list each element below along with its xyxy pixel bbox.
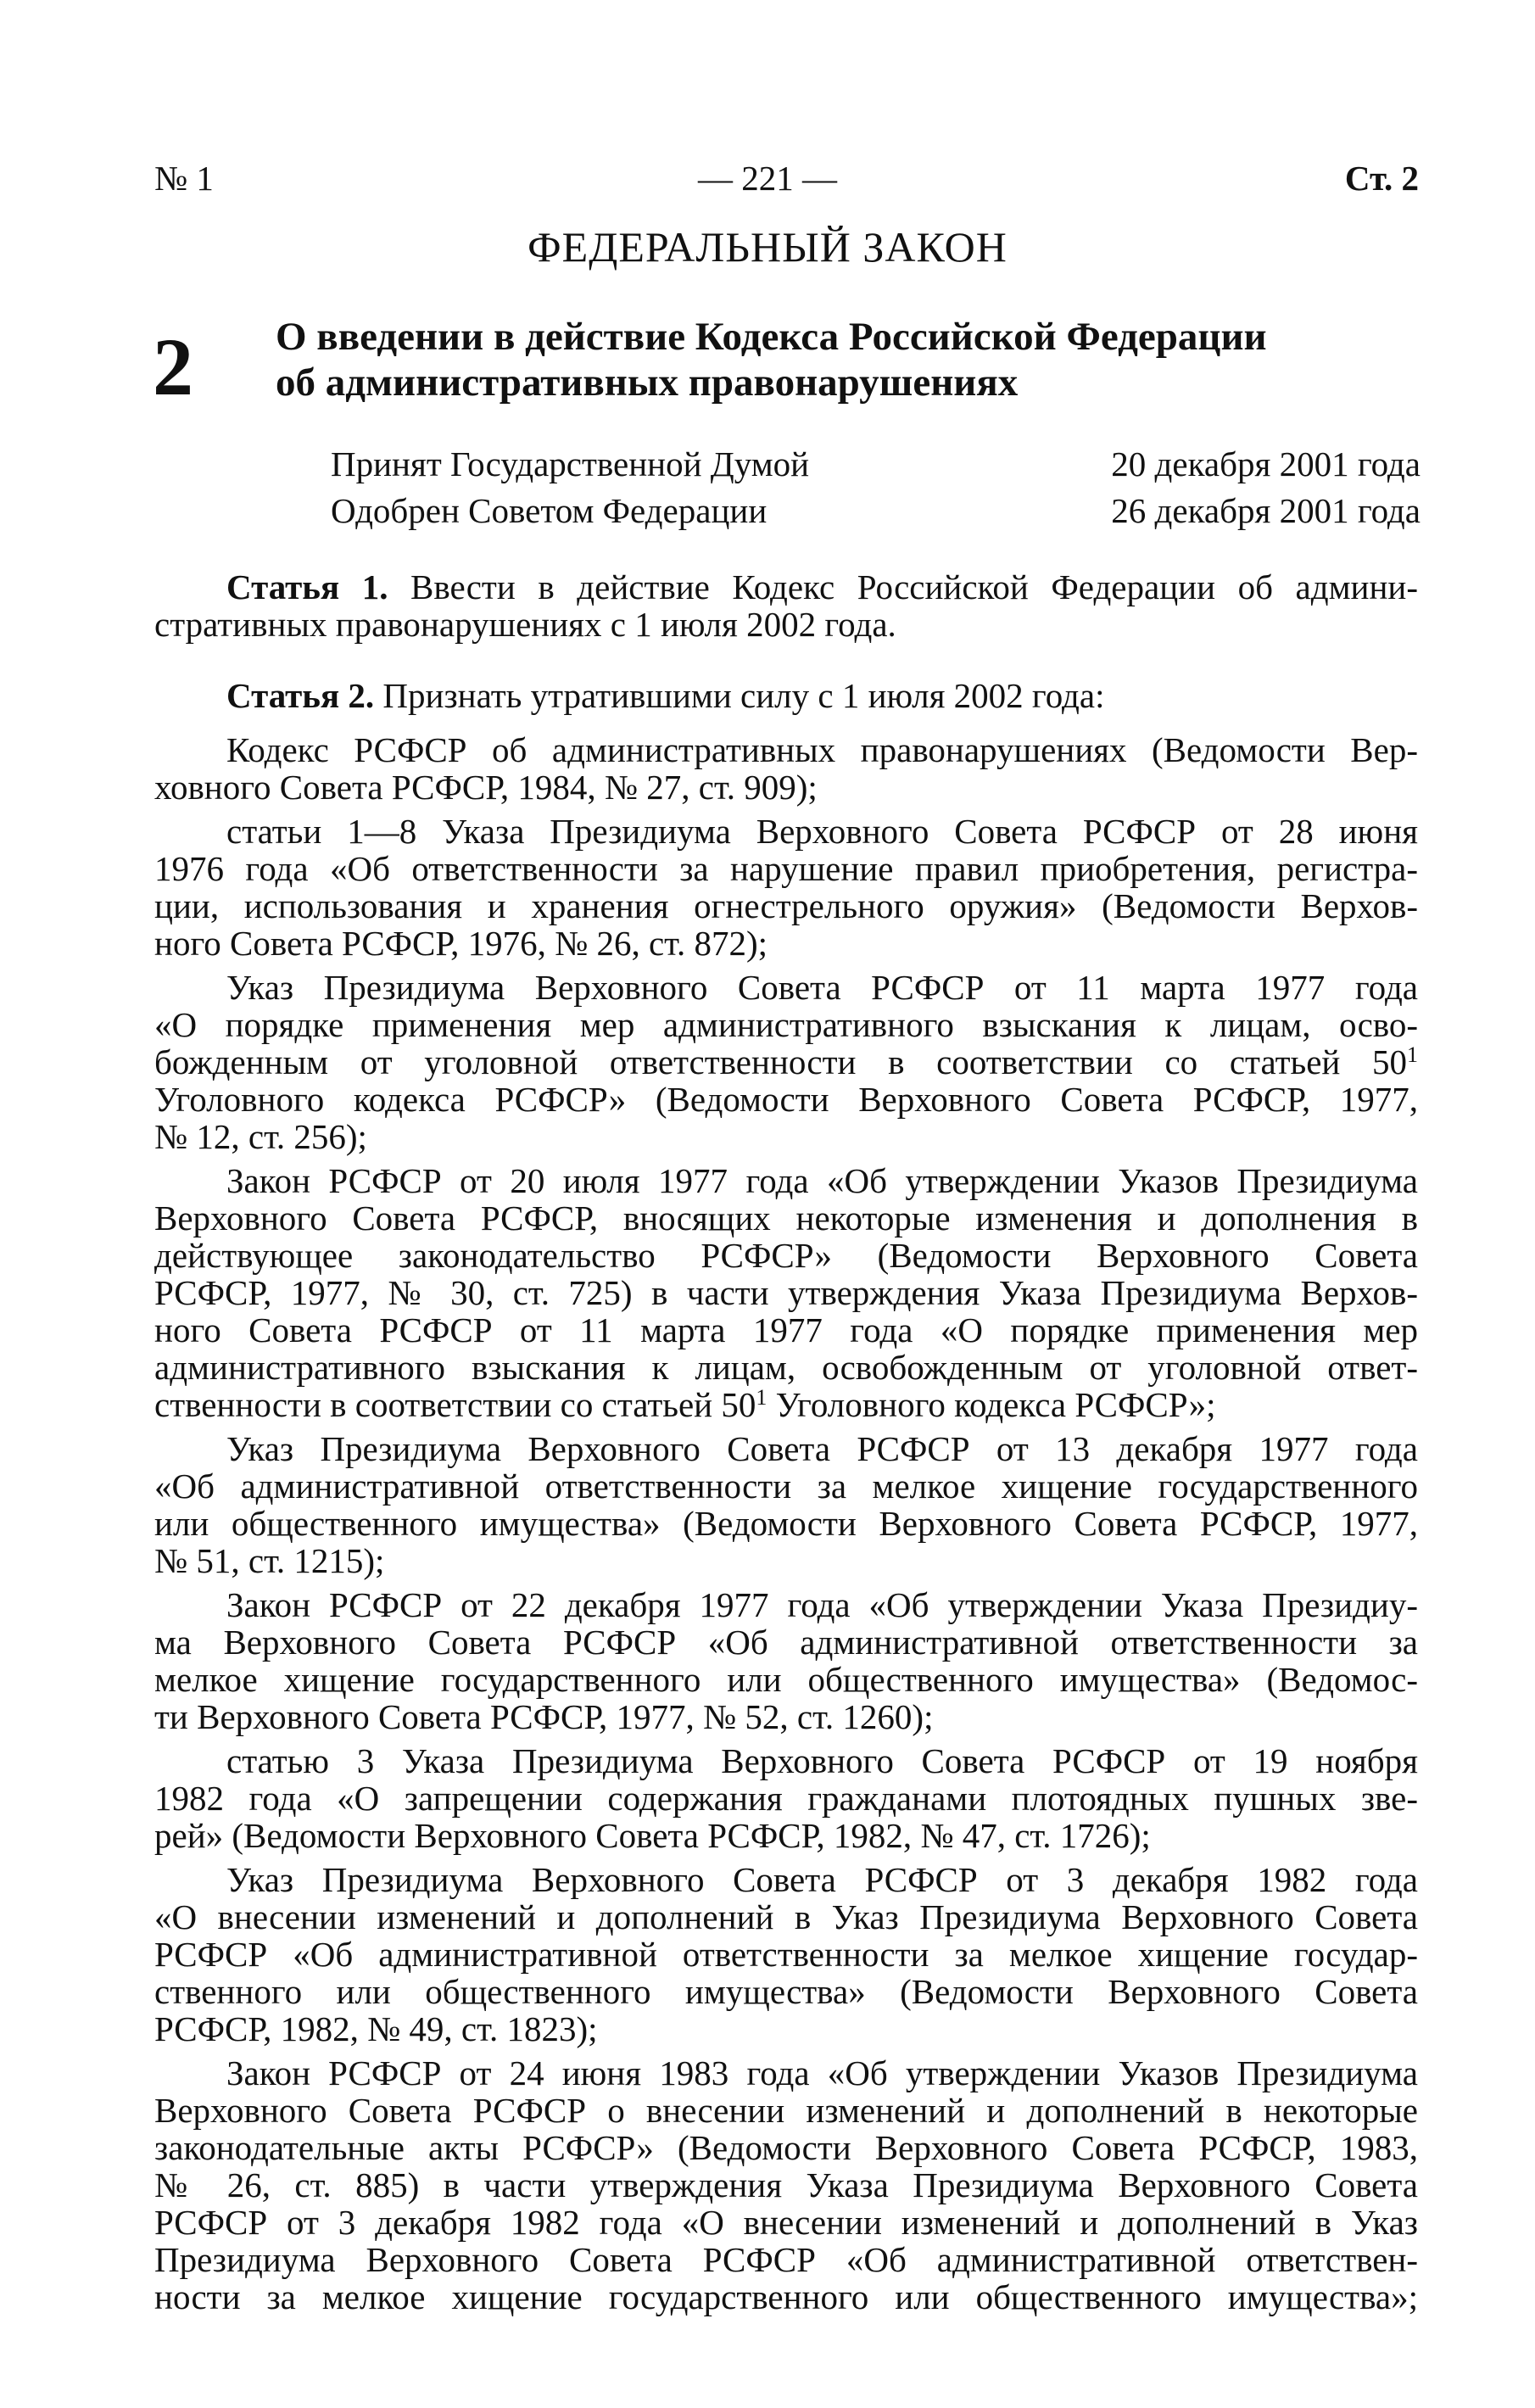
- article-2: [154, 677, 1418, 714]
- adoption-body: Одобрен Советом Федерации: [331, 491, 768, 530]
- law-title: [276, 314, 1421, 405]
- superscript: 1: [756, 1385, 768, 1410]
- page-number: — 221 —: [698, 159, 837, 198]
- article-line: Статья 2. Признать утратившими силу с 1 июля 2002 года:: [226, 676, 1105, 715]
- article-line: стративных правонарушениях с 1 июля 2002 года.: [154, 605, 896, 644]
- repealed-item: Закон РСФСР от 20 июля 1977 года «Об утверждении Указов Президиума Верховного Совета РСФСР, вносящих некоторые изменения и дополнения в действующее законодательство РСФСР» (Ведомости Верховного Совета РСФСР, 1977, № 30, ст. 725) в части утверждения Указа Президиума Верхов- ного Совета РСФСР от 11 марта 1977 года «О порядке применения мер административного взыскания к лицам, освобожденным от уголовной ответ- ственности в соответствии со статьей $50^1$ Уголовного кодекса РСФСР»;: [154, 1161, 1418, 1424]
- adoption-date: 26 декабря 2001 года: [1111, 491, 1421, 530]
- repealed-item: Кодекс РСФСР об административных правонарушениях (Ведомости Вер- ховного Совета РСФСР, 1984, № 27, ст. 909);: [154, 730, 1418, 807]
- superscript: 1: [1407, 1042, 1418, 1067]
- repealed-item: Закон РСФСР от 24 июня 1983 года «Об утверждении Указов Президиума Верховного Совета РСФСР о внесении изменений и дополнений в некоторые законодательные акты РСФСР» (Ведомости Верховного Совета РСФСР, 1983, № 26, ст. 885) в части утверждения Указа Президиума Верховного Совета РСФСР от 3 декабря 1982 года «О внесении изменений и дополнений в Указ Президиума Верховного Совета РСФСР «Об административной ответствен- ности за мелкое хищение государственного или общественного имущества»;: [154, 2053, 1418, 2316]
- law-type-heading: ФЕДЕРАЛЬНЫЙ ЗАКОН: [527, 223, 1008, 271]
- law-title-line: об административных правонарушениях: [276, 360, 1019, 405]
- adoption-body: Принят Государственной Думой: [331, 444, 810, 483]
- repealed-item: Указ Президиума Верховного Совета РСФСР от 11 марта 1977 года «О порядке применения мер административного взыскания к лицам, осво- божденным от уголовной ответственности в соответствии со статьей $50^1$ Уголовного кодекса РСФСР» (Ведомости Верховного Совета РСФСР, 1977, № 12, ст. 256);: [154, 968, 1418, 1156]
- repealed-item: Указ Президиума Верховного Совета РСФСР от 3 декабря 1982 года «О внесении изменений и дополнений в Указ Президиума Верховного Совета РСФСР «Об административной ответственности за мелкое хищение государ- ственного или общественного имущества» (Ведомости Верховного Совета РСФСР, 1982, № 49, ст. 1823);: [154, 1860, 1418, 2048]
- law-body: [154, 568, 1418, 2322]
- adoption-row: [331, 488, 1421, 534]
- article-reference: Ст. 2: [1344, 159, 1419, 198]
- issue-number: № 1: [154, 159, 214, 198]
- article-label: Статья 1.: [226, 567, 388, 606]
- repealed-item: Закон РСФСР от 22 декабря 1977 года «Об утверждении Указа Президиу- ма Верховного Совета РСФСР «Об административной ответственности за мелкое хищение государственного или общественного имущества» (Ведомос- ти Верховного Совета РСФСР, 1977, № 52, ст. 1260);: [154, 1585, 1418, 1736]
- adoption-row: [331, 441, 1421, 488]
- adoption-date: 20 декабря 2001 года: [1111, 444, 1421, 483]
- adoption-info: [331, 441, 1421, 534]
- document-number: 2: [153, 321, 193, 412]
- repealed-item: Указ Президиума Верховного Совета РСФСР от 13 декабря 1977 года «Об административной ответственности за мелкое хищение государственного или общественного имущества» (Ведомости Верховного Совета РСФСР, 1977, № 51, ст. 1215);: [154, 1429, 1418, 1580]
- article-label: Статья 2.: [226, 676, 375, 715]
- repealed-item: статью 3 Указа Президиума Верховного Совета РСФСР от 19 ноября 1982 года «О запрещении содержания гражданами плотоядных пушных зве- рей» (Ведомости Верховного Совета РСФСР, 1982, № 47, ст. 1726);: [154, 1741, 1418, 1855]
- article-line: Статья 1. Ввести в действие Кодекс Российской Федерации об админи-: [226, 567, 1418, 606]
- repealed-item: статьи 1—8 Указа Президиума Верховного Совета РСФСР от 28 июня 1976 года «Об ответственности за нарушение правил приобретения, регистра- ции, использования и хранения огнестрельного оружия» (Ведомости Верхов- ного Совета РСФСР, 1976, № 26, ст. 872);: [154, 812, 1418, 963]
- law-title-line: О введении в действие Кодекса Российской Федерации: [276, 315, 1267, 359]
- article-1: [154, 568, 1418, 643]
